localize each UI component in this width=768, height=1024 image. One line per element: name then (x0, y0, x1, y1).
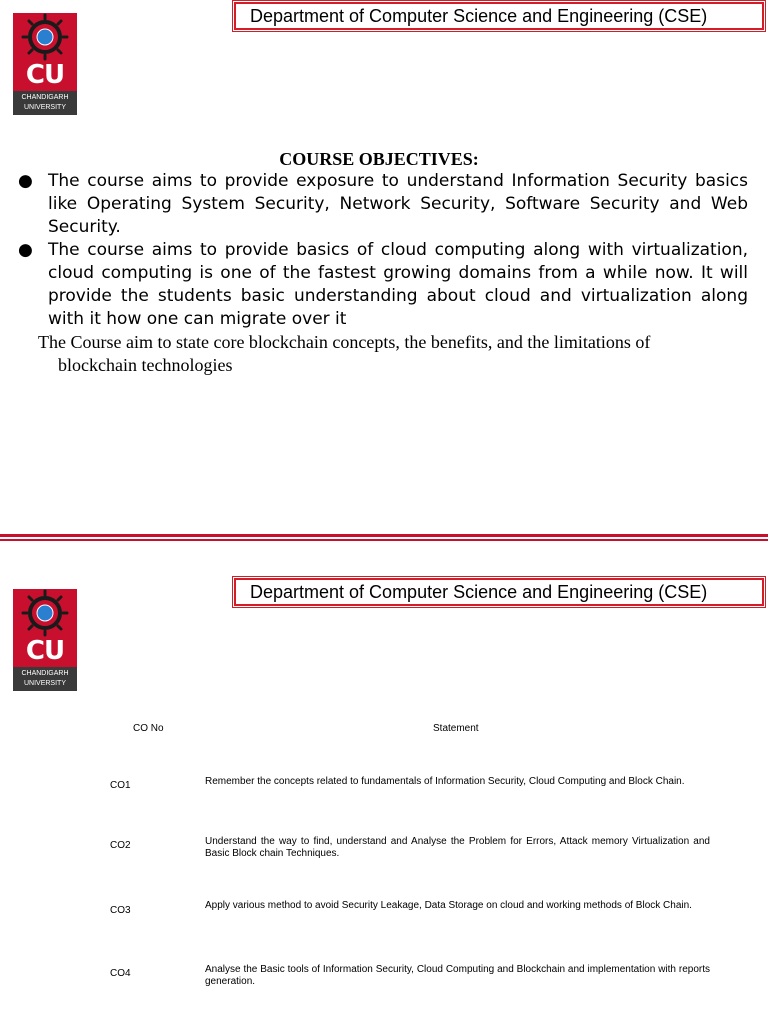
co-number: CO4 (110, 968, 131, 979)
university-logo-icon (13, 13, 77, 115)
co-number: CO3 (110, 905, 131, 916)
logo-university-name: CHANDIGARH UNIVERSITY (13, 91, 77, 115)
objective-item (16, 239, 748, 331)
objectives-list (16, 170, 748, 331)
bullet-dot-icon: ● (18, 240, 33, 260)
header-co-no: CO No (133, 723, 164, 734)
blockchain-objective-line-1: The Course aim to state core blockchain concepts, the benefits, and the limitations of (38, 332, 651, 352)
department-title-box: Department of Computer Science and Engineering (CSE) (234, 578, 764, 606)
slide-course-outcomes (0, 544, 768, 1024)
co-number: CO2 (110, 840, 131, 851)
course-objectives-heading: COURSE OBJECTIVES: (279, 149, 479, 169)
objective-text: The course aims to provide basics of cloud computing along with virtualization, cloud computing is one of the fastest growing domains from a while now. It will provide the students basic understanding about cloud and virtualization along with it how one can migrate over it (48, 240, 748, 329)
blockchain-objective-line-2: blockchain technologies (58, 355, 233, 375)
co-statement: Apply various method to avoid Security Leakage, Data Storage on cloud and working methods of Block Chain. (205, 900, 692, 911)
objective-item (16, 170, 748, 239)
department-title-box: Department of Computer Science and Engineering (CSE) (234, 2, 764, 30)
logo-university-name: CHANDIGARH UNIVERSITY (13, 667, 77, 691)
university-logo-icon (13, 589, 77, 691)
bullet-dot-icon: ● (18, 171, 33, 191)
co-number: CO1 (110, 780, 131, 791)
objective-text: The course aims to provide exposure to understand Information Security basics like Operating System Security, Network Security, Software Security and Web Security. (48, 171, 748, 237)
blockchain-objective-paragraph (38, 331, 747, 377)
header-statement: Statement (433, 723, 479, 734)
co-statement: Analyse the Basic tools of Information Security, Cloud Computing and Blockchain and implementation with reports generation. (205, 964, 710, 987)
logo-cu-text: CU (25, 636, 65, 666)
co-statement: Understand the way to find, understand and Analyse the Problem for Errors, Attack memory Virtualization and Basic Block chain Techniques. (205, 836, 710, 859)
co-statement: Remember the concepts related to fundamentals of Information Security, Cloud Computing and Block Chain. (205, 776, 685, 787)
logo-cu-text: CU (25, 60, 65, 90)
slide-divider (0, 534, 768, 542)
